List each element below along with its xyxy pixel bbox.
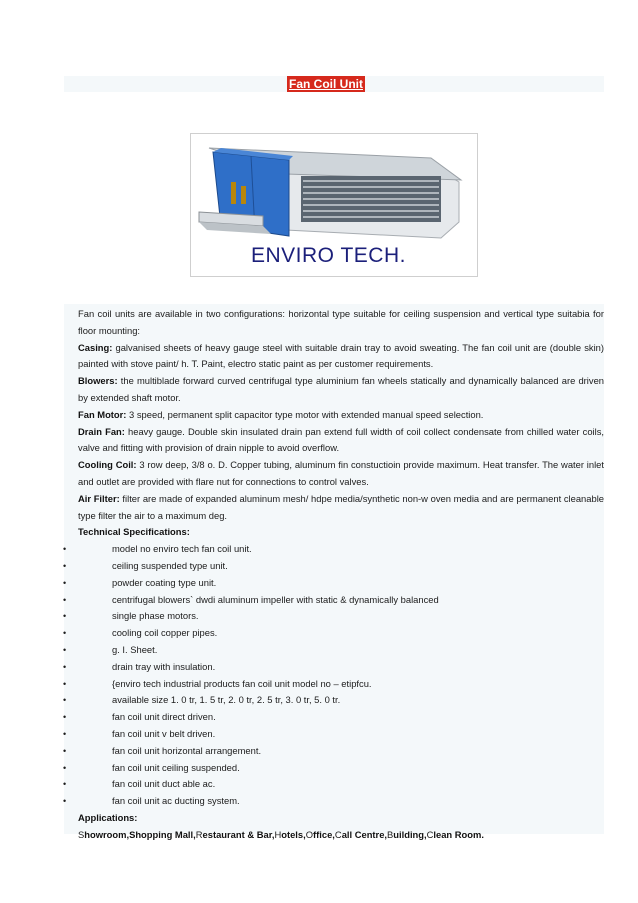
- bullet-icon: •: [63, 745, 67, 756]
- bullet-icon: •: [63, 779, 67, 790]
- list-item: • ceiling suspended type unit.: [64, 558, 604, 575]
- list-item: • powder coating type unit.: [64, 575, 604, 592]
- section-air-filter: [78, 491, 604, 525]
- section-drain-fan: [78, 424, 604, 458]
- bullet-icon: •: [63, 628, 67, 639]
- list-item: • available size 1. 0 tr, 1. 5 tr, 2. 0 tr, 2. 5 tr, 3. 0 tr, 5. 0 tr.: [64, 692, 604, 709]
- application-item: Showroom,: [78, 828, 130, 840]
- list-item: • model no enviro tech fan coil unit.: [64, 541, 604, 558]
- section-label: Casing:: [78, 341, 113, 353]
- section-text: galvanised sheets of heavy gauge steel with suitable drain tray to avoid sweating. The fan coil unit are (double skin) painted with stove paint/ h. T. Paint, electro static paint as per customer requirements.: [78, 341, 604, 370]
- bullet-icon: •: [63, 577, 67, 588]
- application-item: Office,: [305, 828, 335, 840]
- application-item: Building,: [387, 828, 427, 840]
- application-item: Clean Room.: [426, 828, 484, 840]
- bullet-icon: •: [63, 661, 67, 672]
- section-fan-motor: [78, 407, 604, 424]
- bullet-icon: •: [63, 762, 67, 773]
- section-text: 3 speed, permanent split capacitor type motor with extended manual speed selection.: [126, 408, 484, 420]
- applications-list: [78, 827, 604, 844]
- specs-heading-text: Technical Specifications:: [78, 526, 190, 538]
- section-text: heavy gauge. Double skin insulated drain pan extend full width of coil collect condensate from chilled water coils, valve and fitting with provision of drain nipple to avoid overflow.: [78, 425, 604, 454]
- list-item: • fan coil unit duct able ac.: [64, 776, 604, 793]
- bullet-icon: •: [63, 611, 67, 622]
- bullet-icon: •: [63, 796, 67, 807]
- list-item: • {enviro tech industrial products fan coil unit model no – etipfcu.: [64, 676, 604, 693]
- list-item: • fan coil unit horizontal arrangement.: [64, 743, 604, 760]
- list-item: • fan coil unit ac ducting system.: [64, 793, 604, 810]
- bullet-icon: •: [63, 644, 67, 655]
- section-label: Fan Motor:: [78, 408, 127, 420]
- section-label: Drain Fan:: [78, 425, 125, 437]
- section-text: the multiblade forward curved centrifugal type aluminium fan wheels statically and dynamically balanced are driven by extended shaft motor.: [78, 375, 604, 403]
- list-item: • cooling coil copper pipes.: [64, 625, 604, 642]
- specs-heading: [78, 524, 604, 541]
- brand-logo-text: ENVIRO TECH.: [251, 244, 406, 267]
- section-text: filter are made of expanded aluminum mesh/ hdpe media/synthetic non-w oven media and are permanent cleanable type filter the air to a maximum deg.: [78, 492, 604, 521]
- bullet-icon: •: [63, 728, 67, 739]
- application-item: Shopping Mall,: [129, 828, 196, 840]
- list-item: • fan coil unit ceiling suspended.: [64, 760, 604, 777]
- applications-heading-text: Applications:: [78, 811, 138, 823]
- application-item: Hotels,: [274, 828, 306, 840]
- specs-list: [63, 541, 604, 810]
- applications-heading: [78, 810, 604, 827]
- section-cooling-coil: [78, 457, 604, 491]
- bullet-icon: •: [63, 544, 67, 555]
- section-casing: [78, 340, 604, 374]
- section-label: Cooling Coil:: [78, 459, 137, 471]
- section-label: Blowers:: [78, 375, 118, 387]
- list-item: • fan coil unit direct driven.: [64, 709, 604, 726]
- document-body: [63, 306, 604, 844]
- section-text: 3 row deep, 3/8 o. D. Copper tubing, aluminum fin constuctioin provide maximum. Heat transfer. The water inlet and outlet are provided with flare nut for connections to control valves.: [78, 459, 604, 487]
- list-item: • drain tray with insulation.: [64, 659, 604, 676]
- page-title: Fan Coil Unit: [289, 77, 363, 91]
- bullet-icon: •: [63, 678, 67, 689]
- list-item: • g. I. Sheet.: [64, 642, 604, 659]
- list-item: • fan coil unit v belt driven.: [64, 726, 604, 743]
- bullet-icon: •: [63, 695, 67, 706]
- section-label: Air Filter:: [78, 492, 120, 504]
- section-blowers: [78, 373, 604, 407]
- intro-paragraph: Fan coil units are available in two configurations: horizontal type suitable for ceiling suspension and vertical type suitabia for floor mounting:: [78, 308, 604, 336]
- application-item: Call Centre,: [334, 828, 388, 840]
- product-image: [190, 133, 478, 277]
- application-item: Restaurant & Bar,: [195, 828, 275, 840]
- list-item: • single phase motors.: [64, 608, 604, 625]
- bullet-icon: •: [63, 560, 67, 571]
- list-item: • centrifugal blowers` dwdi aluminum impeller with static & dynamically balanced: [64, 592, 604, 609]
- bullet-icon: •: [63, 594, 67, 605]
- bullet-icon: •: [63, 712, 67, 723]
